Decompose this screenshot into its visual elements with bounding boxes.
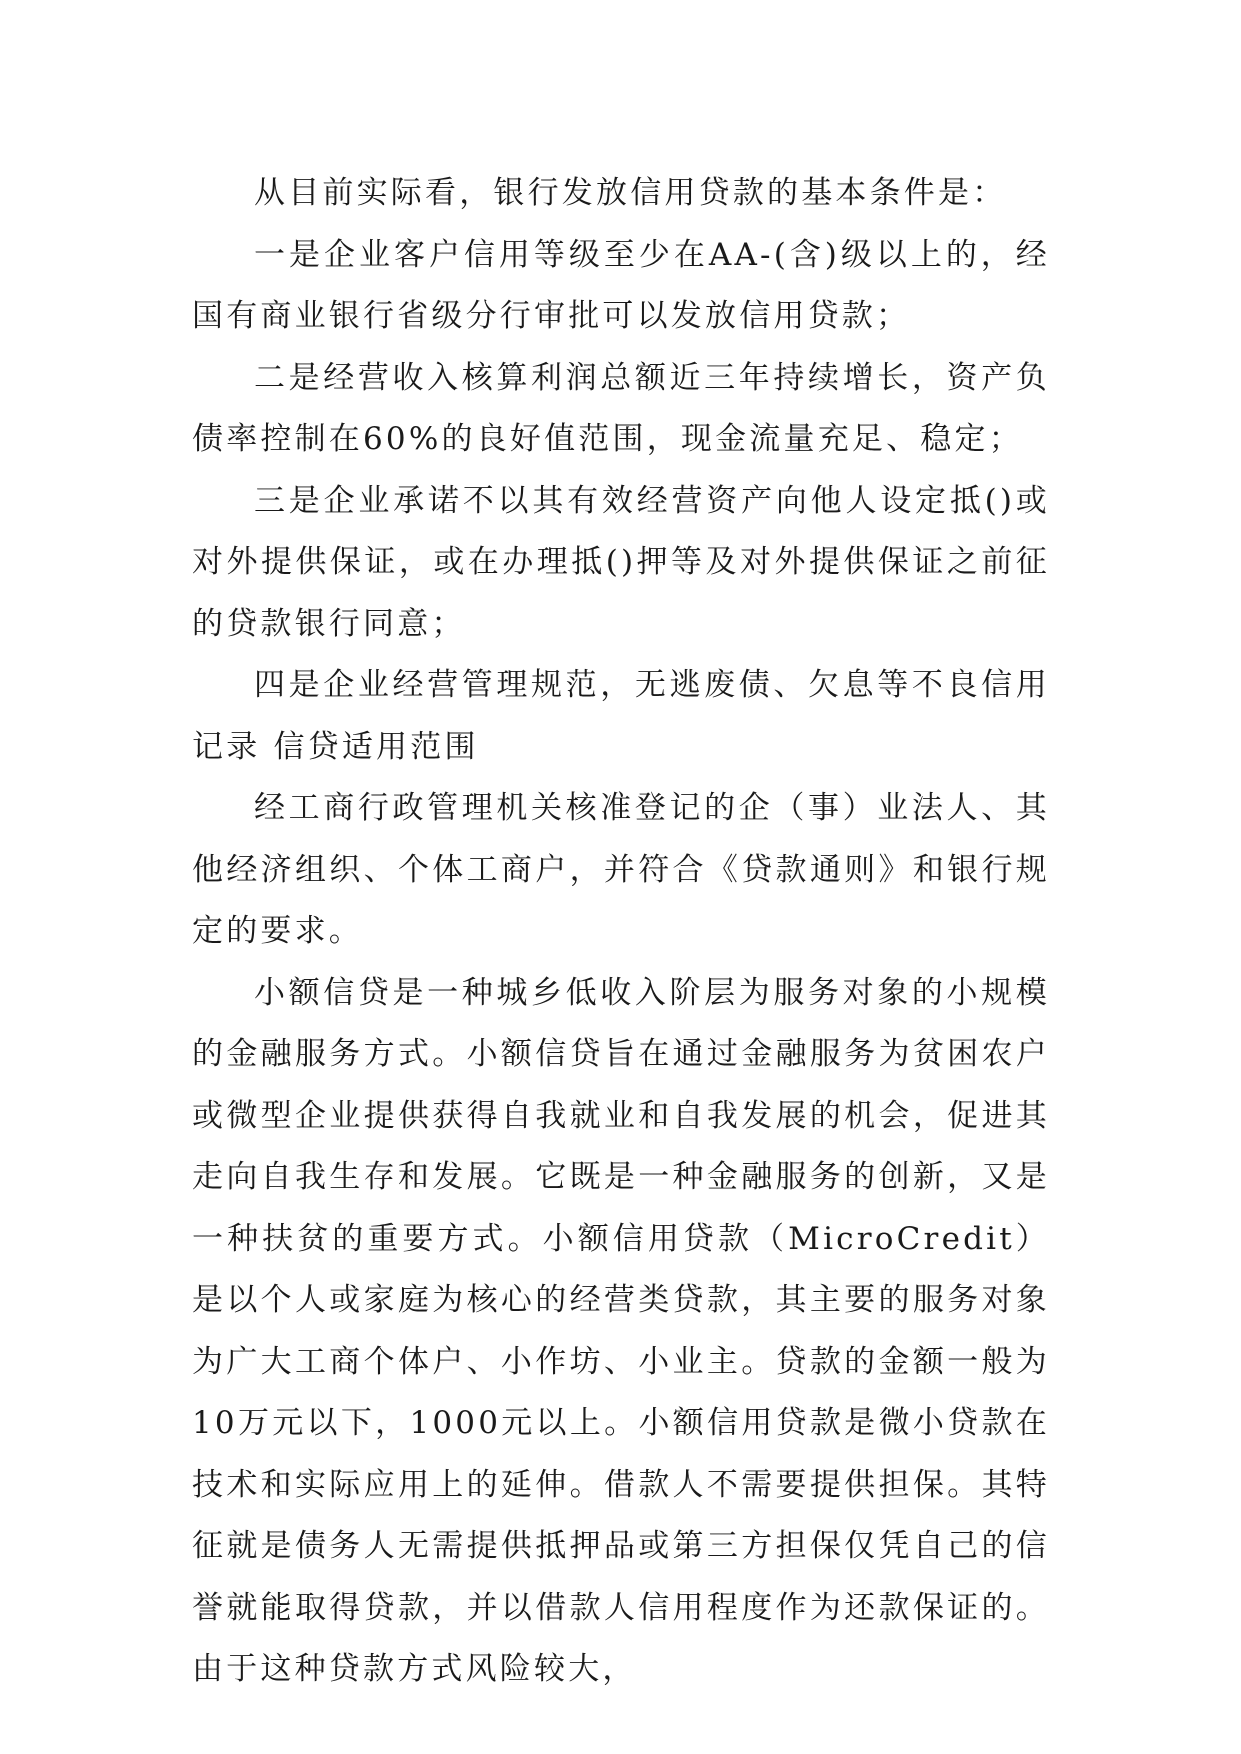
paragraph-condition-one: 一是企业客户信用等级至少在AA-(含)级以上的，经国有商业银行省级分行审批可以发放信用贷款； [192,236,1050,334]
paragraph-condition-four: 四是企业经营管理规范，无逃废债、欠息等不良信用记录 信贷适用范围 [192,667,1050,765]
paragraph-condition-three: 三是企业承诺不以其有效经营资产向他人设定抵()或对外提供保证，或在办理抵()押等及对外提供保证之前征的贷款银行同意； [192,482,1050,642]
paragraph-microcredit: 小额信贷是一种城乡低收入阶层为服务对象的小规模的金融服务方式。小额信贷旨在通过金融服务为贫困农户或微型企业提供获得自我就业和自我发展的机会，促进其走向自我生存和发展。它既是一种金融服务的创新，又是一种扶贫的重要方式。小额信用贷款（MicroCredit）是以个人或家庭为核心的经营类贷款，其主要的服务对象为广大工商个体户、小作坊、小业主。贷款的金额一般为10万元以下，1000元以上。小额信用贷款是微小贷款在技术和实际应用上的延伸。借款人不需要提供担保。其特征就是债务人无需提供抵押品或第三方担保仅凭自己的信誉就能取得贷款，并以借款人信用程度作为还款保证的。由于这种贷款方式风险较大， [192,974,1050,1687]
paragraph-credit-conditions-intro: 从目前实际看，银行发放信用贷款的基本条件是： [254,175,1007,211]
document-body [192,163,1050,1701]
paragraph-applicable-scope: 经工商行政管理机关核准登记的企（事）业法人、其他经济组织、个体工商户，并符合《贷款通则》和银行规定的要求。 [192,790,1050,949]
paragraph-condition-two: 二是经营收入核算利润总额近三年持续增长，资产负债率控制在60%的良好值范围，现金流量充足、稳定； [192,359,1050,457]
